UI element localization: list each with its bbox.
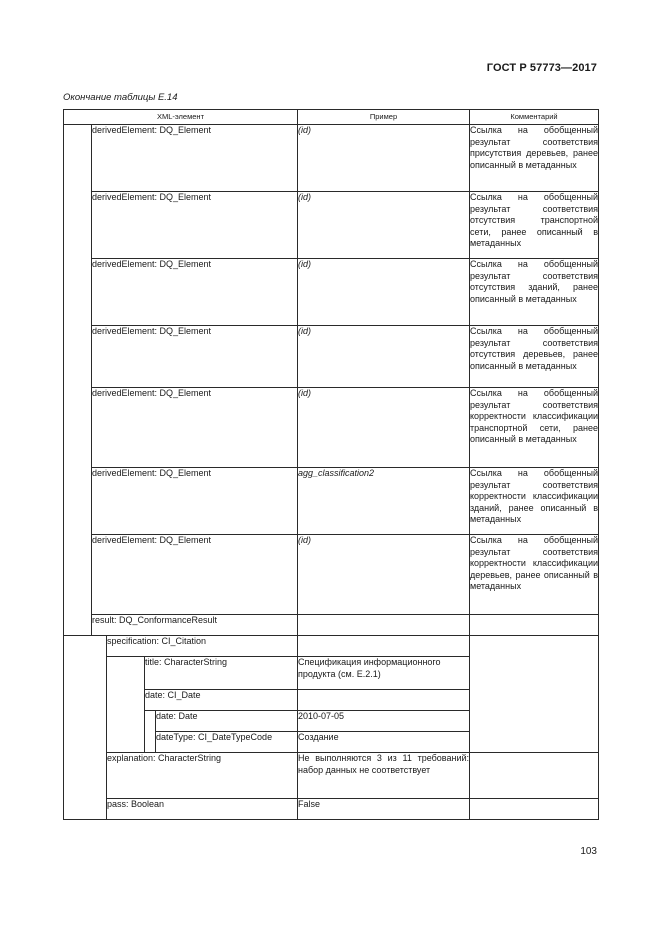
table-header-row [64, 110, 599, 125]
indent-cell [64, 636, 107, 820]
example-cell: Спецификация информационного продукта (см. Е.2.1) [298, 657, 470, 690]
xml-element-cell: explanation: CharacterString [107, 753, 298, 799]
comment-cell: Ссылка на обобщенный результат соответствия отсутствия деревьев, ранее описанный в метаданных [470, 326, 599, 388]
example-cell: (id) [298, 535, 470, 615]
table-row [64, 388, 599, 468]
table-row [64, 636, 599, 657]
comment-cell [470, 615, 599, 636]
example-cell: agg_classification2 [298, 468, 470, 535]
xml-element-cell: title: CharacterString [145, 657, 298, 690]
example-cell: (id) [298, 326, 470, 388]
table-row [64, 799, 599, 820]
comment-cell: Ссылка на обобщенный результат соответствия отсутствия зданий, ранее описанный в метаданных [470, 259, 599, 326]
standard-designation: ГОСТ Р 57773—2017 [486, 62, 597, 74]
comment-cell [470, 753, 599, 799]
comment-cell: Ссылка на обобщенный результат соответствия присутствия деревьев, ранее описанный в метаданных [470, 125, 599, 192]
table-row [64, 535, 599, 615]
xml-element-cell: specification: CI_Citation [107, 636, 298, 657]
example-cell: Не выполняются 3 из 11 требований: набор данных не соответствует [298, 753, 470, 799]
indent-cell [107, 657, 145, 753]
table-caption: Окончание таблицы Е.14 [63, 92, 178, 103]
xml-element-cell: derivedElement: DQ_Element [92, 125, 298, 192]
example-cell: (id) [298, 388, 470, 468]
xml-element-cell: derivedElement: DQ_Element [92, 259, 298, 326]
example-cell: (id) [298, 259, 470, 326]
page-number: 103 [580, 846, 597, 857]
example-cell [298, 615, 470, 636]
indent-cell [145, 711, 156, 753]
indent-cell [64, 125, 92, 636]
xml-element-cell: date: Date [156, 711, 298, 732]
table-row [64, 259, 599, 326]
column-header-comment: Комментарий [470, 110, 599, 125]
xml-element-table [63, 109, 599, 820]
comment-cell [470, 636, 599, 753]
comment-cell: Ссылка на обобщенный результат соответствия корректности классификации деревьев, ранее описанный в метаданных [470, 535, 599, 615]
comment-cell: Ссылка на обобщенный результат соответствия корректности классификации транспортной сети, ранее описанный в метаданных [470, 388, 599, 468]
xml-element-cell: derivedElement: DQ_Element [92, 388, 298, 468]
example-cell: (id) [298, 192, 470, 259]
xml-element-cell: derivedElement: DQ_Element [92, 468, 298, 535]
column-header-example: Пример [298, 110, 470, 125]
table-row [64, 326, 599, 388]
column-header-xml: XML-элемент [64, 110, 298, 125]
example-cell: Создание [298, 732, 470, 753]
table-row [64, 192, 599, 259]
xml-element-cell: derivedElement: DQ_Element [92, 535, 298, 615]
table-row [64, 125, 599, 192]
example-cell: False [298, 799, 470, 820]
example-cell [298, 636, 470, 657]
comment-cell [470, 799, 599, 820]
comment-cell: Ссылка на обобщенный результат соответствия отсутствия транспортной сети, ранее описанный в метаданных [470, 192, 599, 259]
table-row [64, 753, 599, 799]
xml-element-cell: pass: Boolean [107, 799, 298, 820]
table-row [64, 468, 599, 535]
comment-cell: Ссылка на обобщенный результат соответствия корректности классификации зданий, ранее описанный в метаданных [470, 468, 599, 535]
xml-element-cell: derivedElement: DQ_Element [92, 192, 298, 259]
example-cell: (id) [298, 125, 470, 192]
xml-element-cell: derivedElement: DQ_Element [92, 326, 298, 388]
example-cell [298, 690, 470, 711]
xml-element-cell: dateType: CI_DateTypeCode [156, 732, 298, 753]
example-cell: 2010-07-05 [298, 711, 470, 732]
xml-element-cell: result: DQ_ConformanceResult [92, 615, 298, 636]
table-row [64, 615, 599, 636]
xml-element-cell: date: CI_Date [145, 690, 298, 711]
